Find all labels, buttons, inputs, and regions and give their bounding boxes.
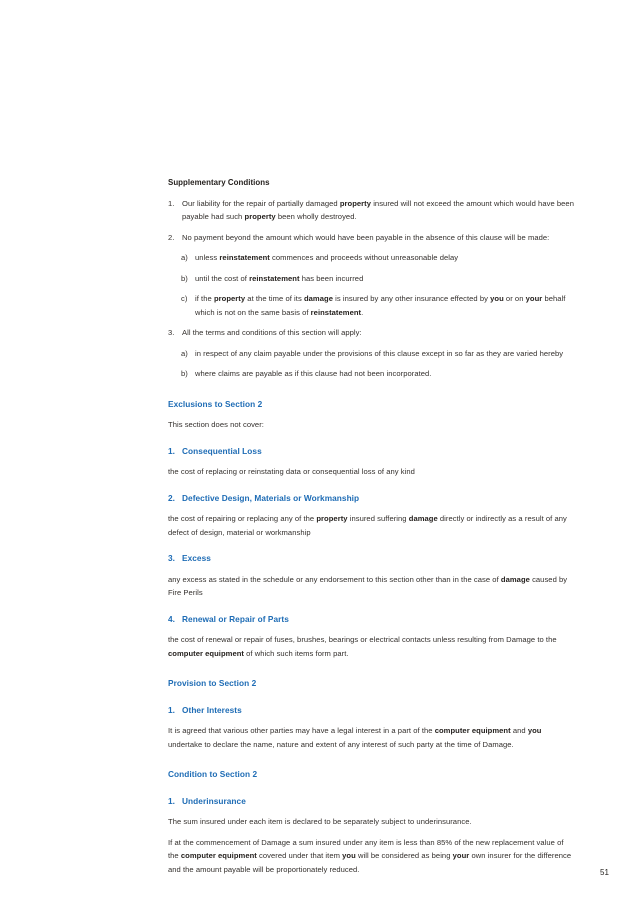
section-heading: [168, 398, 576, 412]
sub-heading: [168, 795, 576, 809]
item-marker: b): [181, 273, 188, 283]
item-marker: 2.: [168, 232, 175, 242]
paragraph: [168, 418, 576, 432]
text: if the property at the time of its damage is insured by any other insurance effected by you or on your behalf which is not on the same basis of reinstatement.: [195, 294, 566, 317]
item-marker: 3.: [168, 553, 176, 563]
text: until the cost of reinstatement has been incurred: [195, 273, 364, 283]
section-heading: [168, 768, 576, 782]
text: If at the commencement of Damage a sum insured under any item is less than 85% of the new replacement value of the computer equipment covered under that item you will be considered as being your own insurer for the difference and the amount payable will be proportionately reduced.: [168, 837, 572, 874]
item-marker: a): [181, 348, 188, 358]
paragraph: [168, 512, 576, 539]
numbered-list-item: [168, 197, 576, 224]
text: in respect of any claim payable under the provisions of this clause except in so far as they are varied hereby: [195, 348, 564, 358]
paragraph: [168, 465, 576, 479]
sub-heading: [168, 613, 576, 627]
item-marker: 4.: [168, 613, 176, 624]
paragraph: [168, 633, 576, 660]
sub-heading: [168, 552, 576, 566]
text: unless reinstatement commences and proceeds without unreasonable delay: [195, 253, 459, 262]
numbered-list-item: [168, 231, 576, 245]
paragraph: [168, 836, 576, 877]
item-marker: b): [181, 369, 188, 378]
item-marker: 1.: [168, 795, 176, 806]
paragraph: [168, 815, 576, 829]
text: No payment beyond the amount which would have been payable in the absence of this clause will be made:: [182, 232, 550, 242]
text: Condition to Section 2: [168, 769, 258, 779]
text: where claims are payable as if this clause had not been incorporated.: [195, 369, 432, 378]
text: This section does not cover:: [168, 420, 264, 429]
text: The sum insured under each item is declared to be separately subject to underinsurance.: [168, 817, 472, 826]
sub-heading: [168, 445, 576, 459]
text: any excess as stated in the schedule or any endorsement to this section other than in the case of damage caused by Fire Perils: [168, 574, 568, 597]
text: the cost of repairing or replacing any of the property insured suffering damage directly or indirectly as a result of any defect of design, material or workmanship: [168, 514, 567, 537]
text: Provision to Section 2: [168, 678, 257, 688]
text: Our liability for the repair of partially damaged property insured will not exceed the amount which would have been payable had such property been wholly destroyed.: [182, 198, 574, 221]
section-heading: [168, 176, 576, 190]
item-marker: 1.: [168, 704, 176, 715]
text: It is agreed that various other parties may have a legal interest in a part of the computer equipment and you undertake to declare the name, nature and extent of any interest of such party at the time of Damage.: [168, 726, 542, 749]
paragraph: [168, 724, 576, 751]
text: Supplementary Conditions: [168, 178, 270, 187]
text: the cost of renewal or repair of fuses, brushes, bearings or electrical contacts unless resulting from Damage to the computer equipment of which such items form part.: [168, 635, 557, 658]
lettered-list-item: [168, 272, 576, 286]
item-marker: a): [181, 253, 188, 262]
lettered-list-item: [168, 292, 576, 319]
item-marker: 3.: [168, 328, 175, 337]
text: Exclusions to Section 2: [168, 398, 263, 409]
text: Renewal or Repair of Parts: [182, 613, 289, 624]
lettered-list-item: [168, 251, 576, 265]
item-marker: c): [181, 294, 188, 303]
text: Defective Design, Materials or Workmanship: [182, 492, 360, 503]
paragraph: [168, 573, 576, 600]
lettered-list-item: [168, 367, 576, 381]
item-marker: 2.: [168, 492, 176, 503]
numbered-list-item: [168, 326, 576, 340]
item-marker: 1.: [168, 445, 176, 456]
text: Consequential Loss: [182, 445, 262, 456]
sub-heading: [168, 492, 576, 506]
text: Other Interests: [182, 704, 242, 715]
item-marker: 1.: [168, 198, 175, 208]
document-content: [168, 176, 576, 883]
sub-heading: [168, 704, 576, 718]
page-number: 51: [600, 868, 609, 877]
section-heading: [168, 677, 576, 691]
text: Excess: [182, 553, 211, 563]
text: All the terms and conditions of this section will apply:: [182, 328, 362, 337]
text: Underinsurance: [182, 795, 246, 806]
text: the cost of replacing or reinstating data or consequential loss of any kind: [168, 467, 415, 476]
lettered-list-item: [168, 347, 576, 361]
